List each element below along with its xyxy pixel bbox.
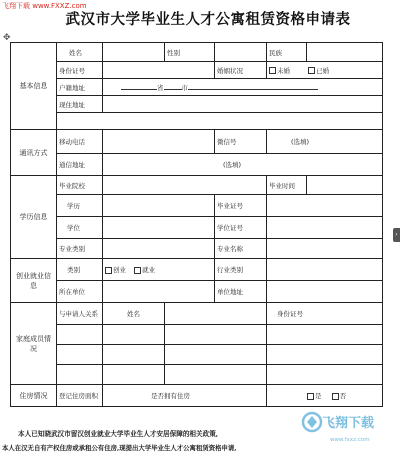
field-has-housing xyxy=(267,385,383,407)
family-blank-cell[interactable] xyxy=(165,345,267,365)
label-category: 类别 xyxy=(57,259,103,281)
row-major xyxy=(11,239,383,259)
section-contact: 通讯方式 xyxy=(11,130,57,176)
header-member-name: 姓名 xyxy=(103,303,165,325)
field-name[interactable] xyxy=(103,43,165,62)
logo-watermark-url: www.fxxz.com xyxy=(330,437,370,443)
checkbox-employment[interactable] xyxy=(134,267,141,274)
label-marital-status: 婚姻状况 xyxy=(215,62,267,79)
label-mobile: 移动电话 xyxy=(57,130,103,154)
label-major-category: 专业类别 xyxy=(57,239,103,259)
field-graduation-time[interactable] xyxy=(307,176,383,195)
unit-province: 省 xyxy=(157,83,164,92)
option-housing-yes: 是 xyxy=(315,392,322,400)
declaration-line-2: 本人在汉无自有产权住房或承租公有住房,现提出大学毕业生人才公寓租赁资格申请, xyxy=(2,444,237,452)
family-row-1 xyxy=(11,325,383,345)
label-education-level: 学历 xyxy=(57,195,103,217)
field-employer[interactable] xyxy=(103,281,215,303)
application-form-table xyxy=(10,42,383,407)
family-id-cell[interactable] xyxy=(267,365,383,385)
option-employment: 就业 xyxy=(142,266,156,274)
label-has-housing: 是否拥有住房 xyxy=(151,392,190,400)
field-registered-area[interactable] xyxy=(103,385,267,407)
family-id-cell[interactable] xyxy=(267,325,383,345)
row-housing xyxy=(11,385,383,407)
family-name-cell[interactable] xyxy=(103,365,165,385)
row-category xyxy=(11,259,383,281)
field-major-category[interactable] xyxy=(103,239,215,259)
field-current-address[interactable] xyxy=(103,96,383,113)
family-relation-cell[interactable] xyxy=(57,365,103,385)
field-hukou-address[interactable] xyxy=(103,79,383,96)
label-diploma-number: 毕业证号 xyxy=(215,195,267,217)
mailing-optional-note: (选填) xyxy=(223,161,242,169)
family-id-cell[interactable] xyxy=(267,345,383,365)
section-basic-info: 基本信息 xyxy=(11,43,57,130)
option-married: 已婚 xyxy=(316,66,330,75)
header-member-id: 身份证号 xyxy=(267,303,383,325)
checkbox-unmarried[interactable] xyxy=(269,67,276,74)
field-education-level[interactable] xyxy=(103,195,215,217)
basic-info-blank-row xyxy=(57,113,383,130)
field-marital-status xyxy=(267,62,383,79)
section-family: 家庭成员情况 xyxy=(11,303,57,385)
option-entrepreneurship: 创业 xyxy=(113,266,126,274)
family-blank-cell[interactable] xyxy=(165,325,267,345)
field-gender[interactable] xyxy=(215,43,267,62)
field-graduate-school[interactable] xyxy=(103,176,267,195)
field-degree-cert-number[interactable] xyxy=(267,217,383,239)
checkbox-housing-no[interactable] xyxy=(332,393,339,400)
checkbox-entrepreneurship[interactable] xyxy=(105,267,112,274)
field-industry-category[interactable] xyxy=(267,259,383,281)
option-housing-no: 否 xyxy=(339,392,347,400)
label-degree-cert-number: 学位证号 xyxy=(215,217,267,239)
row-current-address xyxy=(11,96,383,113)
logo-watermark-text: 飞翔下载 xyxy=(322,416,375,431)
row-family-header xyxy=(11,303,383,325)
label-mailing-address: 通信地址 xyxy=(57,154,103,176)
field-diploma-number[interactable] xyxy=(267,195,383,217)
family-name-cell[interactable] xyxy=(103,345,165,365)
label-ethnicity: 民族 xyxy=(267,43,307,62)
label-degree: 学位 xyxy=(57,217,103,239)
family-row-3 xyxy=(11,365,383,385)
label-current-address: 现住地址 xyxy=(57,96,103,113)
wechat-optional-note: (选填) xyxy=(291,138,310,146)
site-watermark: 飞翔下载 www.FXXZ.com xyxy=(2,2,87,10)
row-degree xyxy=(11,217,383,239)
label-registered-area: 登记住房面积 xyxy=(57,385,103,407)
header-member-blank xyxy=(165,303,267,325)
form-title: 武汉市大学毕业生人才公寓租赁资格申请表 xyxy=(65,11,351,28)
field-major-name[interactable] xyxy=(267,239,383,259)
family-relation-cell[interactable] xyxy=(57,345,103,365)
section-employment: 创业就业信息 xyxy=(11,259,57,303)
field-category xyxy=(103,259,215,281)
field-ethnicity[interactable] xyxy=(307,43,383,62)
row-id xyxy=(11,62,383,79)
row-mobile xyxy=(11,130,383,154)
row-hukou xyxy=(11,79,383,96)
header-relation: 与申请人关系 xyxy=(57,303,103,325)
label-graduate-school: 毕业院校 xyxy=(57,176,103,195)
section-education: 学历信息 xyxy=(11,176,57,259)
family-blank-cell[interactable] xyxy=(165,365,267,385)
label-name: 姓名 xyxy=(57,43,103,62)
row-edu-level xyxy=(11,195,383,217)
row-school xyxy=(11,176,383,195)
row-basic-spacer xyxy=(11,113,383,130)
label-graduation-time: 毕业时间 xyxy=(267,176,307,195)
label-hukou-address: 户籍地址 xyxy=(57,79,103,96)
checkbox-housing-yes[interactable] xyxy=(307,393,314,400)
field-mailing-address[interactable] xyxy=(103,154,383,176)
row-mailing xyxy=(11,154,383,176)
row-employer xyxy=(11,281,383,303)
expand-panel-arrow-icon[interactable]: › xyxy=(393,228,400,242)
label-id-number: 身份证号 xyxy=(57,62,103,79)
field-id-number[interactable] xyxy=(103,62,215,79)
field-wechat[interactable] xyxy=(267,130,383,154)
field-degree[interactable] xyxy=(103,217,215,239)
field-employer-address[interactable] xyxy=(267,281,383,303)
label-major-name: 专业名称 xyxy=(215,239,267,259)
label-employer-address: 单位地址 xyxy=(215,281,267,303)
checkbox-married[interactable] xyxy=(308,67,315,74)
family-relation-cell[interactable] xyxy=(57,325,103,345)
row-name xyxy=(11,43,383,62)
label-gender: 性别 xyxy=(165,43,215,62)
label-industry-category: 行业类别 xyxy=(215,259,267,281)
table-move-handle-icon[interactable]: ✥ xyxy=(3,33,11,43)
unit-city: 市 xyxy=(181,83,188,92)
section-housing: 住房情况 xyxy=(11,385,57,407)
label-employer: 所在单位 xyxy=(57,281,103,303)
label-wechat: 微信号 xyxy=(215,130,267,154)
declaration-line-1: 本人已知晓武汉市留汉创业就业大学毕业生人才安居保障的相关政策, xyxy=(18,430,219,438)
family-row-2 xyxy=(11,345,383,365)
family-name-cell[interactable] xyxy=(103,325,165,345)
field-mobile[interactable] xyxy=(103,130,215,154)
option-unmarried: 未婚 xyxy=(277,66,290,75)
